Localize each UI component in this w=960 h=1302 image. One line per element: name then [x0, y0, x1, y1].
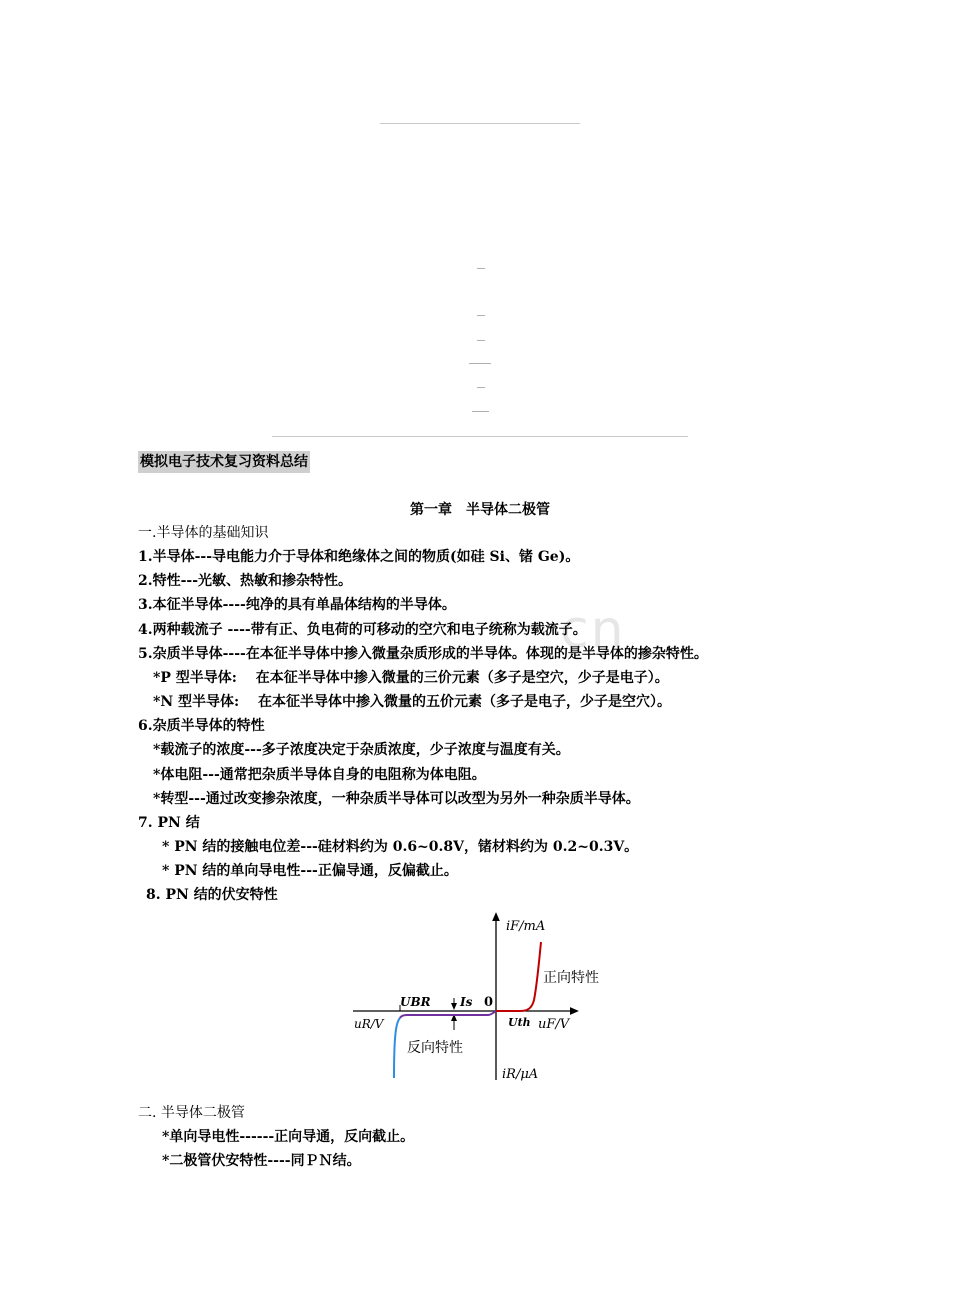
text-line: * PN 结的单向导电性---正偏导通，反偏截止。 [162, 863, 458, 879]
breakdown-label: UBR [400, 995, 431, 1009]
header-rule-long [272, 436, 688, 437]
text-line: 1.半导体---导电能力介于导体和绝缘体之间的物质(如硅 Si、锗 Ge)。 [138, 549, 580, 565]
decor-dash [477, 315, 485, 316]
text-line: 5.杂质半导体----在本征半导体中掺入微量杂质形成的半导体。体现的是半导体的掺杂特性。 [138, 646, 708, 662]
chapter-title: 第一章 半导体二极管 [410, 502, 550, 518]
text-line: 7. PN 结 [138, 815, 200, 831]
text-line: *体电阻---通常把杂质半导体自身的电阻称为体电阻。 [153, 767, 486, 783]
decor-dash [469, 363, 491, 364]
text-line: * PN 结的接触电位差---硅材料约为 0.6~0.8V，锗材料约为 0.2~0.3V。 [162, 839, 639, 855]
forward-curve [496, 942, 541, 1011]
decor-dash [477, 340, 485, 341]
text-line: 8. PN 结的伏安特性 [146, 887, 278, 903]
breakdown-curve [394, 1018, 400, 1078]
text-line: 4.两种载流子 ----带有正、负电荷的可移动的空穴和电子统称为载流子。 [138, 622, 587, 638]
text-line: *转型---通过改变掺杂浓度，一种杂质半导体可以改型为另外一种杂质半导体。 [153, 791, 640, 807]
text-line: *P 型半导体: 在本征半导体中掺入微量的三价元素（多子是空穴，少子是电子）。 [153, 670, 669, 686]
saturation-label: Is [460, 995, 473, 1009]
document-title: 模拟电子技术复习资料总结 [138, 451, 310, 473]
y-axis-top-label: iF/mA [506, 919, 546, 934]
origin-label: 0 [484, 995, 494, 1010]
decor-dash [477, 268, 485, 269]
text-line: 6.杂质半导体的特性 [138, 718, 265, 734]
threshold-label: Uth [508, 1016, 531, 1029]
text-line: *N 型半导体: 在本征半导体中掺入微量的五价元素（多子是电子，少子是空穴）。 [153, 694, 672, 710]
text-line: *单向导电性------正向导通，反向截止。 [162, 1129, 415, 1145]
section-heading: 二. 半导体二极管 [138, 1105, 245, 1121]
header-rule [380, 123, 580, 124]
text-line: *载流子的浓度---多子浓度决定于杂质浓度，少子浓度与温度有关。 [153, 742, 570, 758]
x-axis-left-label: uR/V [354, 1017, 384, 1031]
reverse-curve [400, 1011, 496, 1018]
decor-dash [477, 387, 485, 388]
watermark: cn [560, 600, 626, 660]
decor-dash [472, 411, 489, 412]
text-line: *二极管伏安特性----同ＰＮ结。 [162, 1153, 361, 1169]
pn-iv-curve-figure [350, 910, 599, 1085]
text-line: 3.本征半导体----纯净的具有单晶体结构的半导体。 [138, 597, 456, 613]
y-axis-bottom-label: iR/μA [502, 1067, 539, 1082]
forward-label: 正向特性 [543, 970, 599, 986]
text-line: 2.特性---光敏、热敏和掺杂特性。 [138, 573, 353, 589]
reverse-label: 反向特性 [407, 1040, 463, 1056]
text-line: 一.半导体的基础知识 [138, 525, 269, 541]
x-axis-right-label: uF/V [538, 1017, 570, 1032]
